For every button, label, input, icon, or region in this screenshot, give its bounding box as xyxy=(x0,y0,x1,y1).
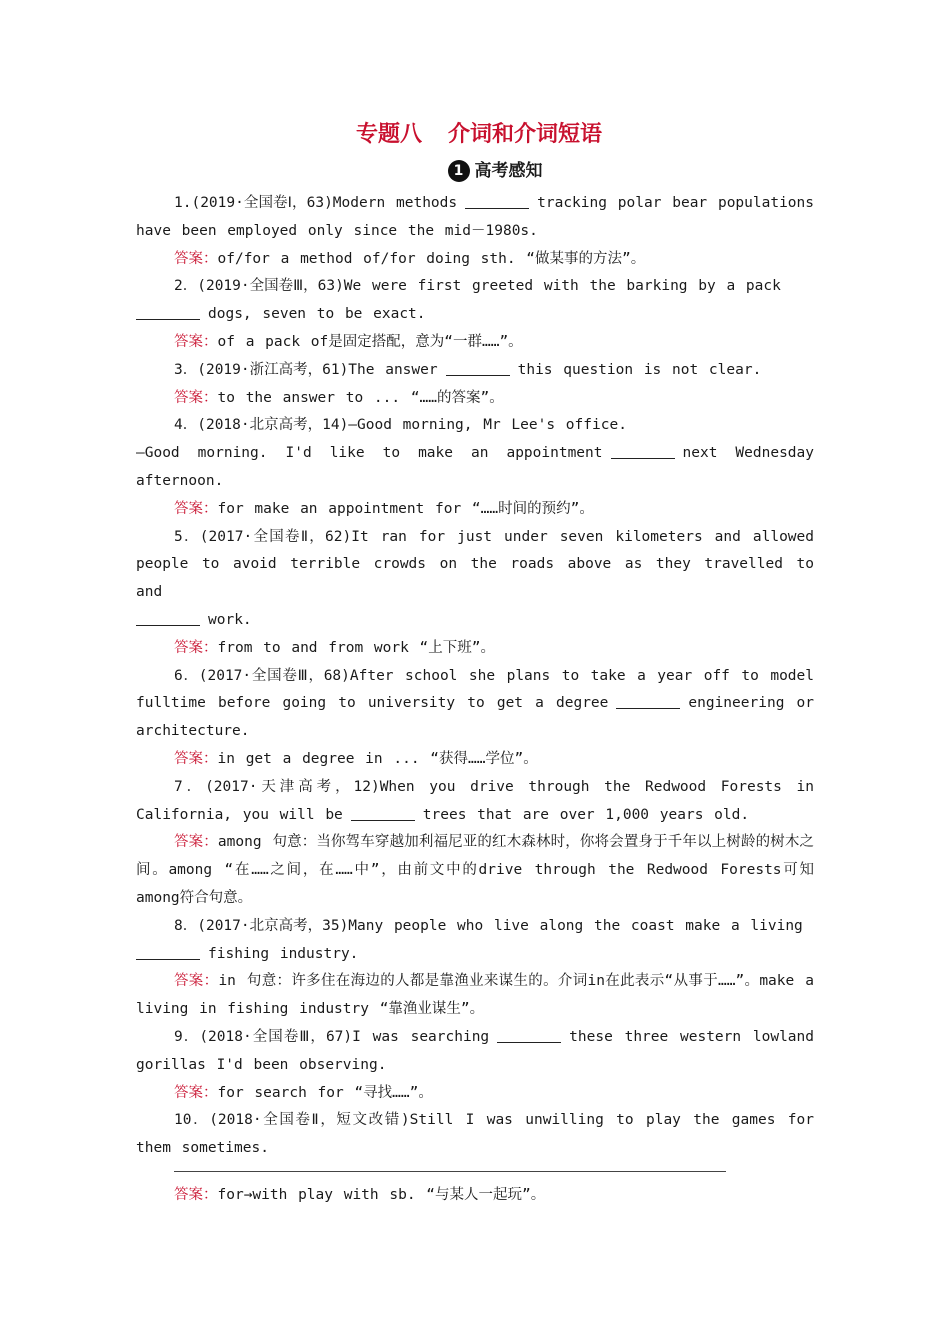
question-2: 2．(2019·全国卷Ⅲ，63)We were first greeted with the barking by a pack dogs, seven to be exact. xyxy=(136,273,814,329)
answer-blank xyxy=(497,1028,561,1043)
section-heading xyxy=(176,152,814,190)
answer-10: 答案：for→with play with sb. “与某人一起玩”。 xyxy=(174,1186,546,1203)
answer-blank xyxy=(465,194,529,209)
title-subject: 介词和介词短语 xyxy=(448,122,603,147)
section-label: 高考感知 xyxy=(474,161,543,181)
section-number-badge: 1 xyxy=(448,160,470,182)
question-5: 5．(2017·全国卷Ⅱ，62)It ran for just under seven kilometers and allowed people to avoid terrible crowds on the roads above as they travelled to and work. xyxy=(136,528,814,628)
answer-blank xyxy=(136,305,200,320)
question-3: 3．(2019·浙江高考，61)The answer this question is not clear. xyxy=(174,361,762,378)
answer-1: 答案：of/for a method of/for doing sth. “做某事的方法”。 xyxy=(174,250,646,267)
answer-3: 答案：to the answer to ... “……的答案”。 xyxy=(174,389,504,406)
answer-blank xyxy=(616,694,680,709)
page-title xyxy=(144,118,814,152)
answer-4: 答案：for make an appointment for “……时间的预约”。 xyxy=(174,500,594,517)
answer-blank xyxy=(611,444,675,459)
answer-2: 答案：of a pack of是固定搭配，意为“一群……”。 xyxy=(174,333,523,350)
answer-blank xyxy=(136,945,200,960)
answer-line xyxy=(174,1171,726,1172)
question-7: 7．(2017·天津高考，12)When you drive through the Redwood Forests in California, you will be trees that are over 1,000 years old. xyxy=(136,778,814,823)
question-10: 10．(2018·全国卷Ⅱ，短文改错)Still I was unwilling to play the games for them sometimes. xyxy=(136,1112,814,1157)
answer-label: 答案： xyxy=(174,500,218,517)
answer-9: 答案：for search for “寻找……”。 xyxy=(174,1084,433,1101)
answer-label: 答案： xyxy=(174,750,218,767)
answer-blank xyxy=(446,361,510,376)
answer-blank xyxy=(136,611,200,626)
answer-label: 答案： xyxy=(174,1186,218,1203)
answer-7: 答案：among 句意：当你驾车穿越加利福尼亚的红木森林时，你将会置身于千年以上树龄的树木之间。among “在……之间，在……中”，由前文中的drive through the Redwood Forests可知among符合句意。 xyxy=(136,834,814,906)
answer-6: 答案：in get a degree in ... “获得……学位”。 xyxy=(174,750,538,767)
document-page xyxy=(136,118,814,1210)
question-4: 4．(2018·北京高考，14)—Good morning, Mr Lee's office. xyxy=(174,417,627,434)
question-1: 1.(2019·全国卷Ⅰ，63)Modern methods tracking polar bear populations have been employed only since the mid－1980s. xyxy=(136,195,814,239)
answer-label: 答案： xyxy=(174,250,218,267)
question-8: 8．(2017·北京高考，35)Many people who live along the coast make a living fishing industry. xyxy=(136,913,814,969)
answer-label: 答案： xyxy=(174,639,218,656)
answer-label: 答案： xyxy=(174,1084,218,1101)
answer-5: 答案：from to and from work “上下班”。 xyxy=(174,639,496,656)
answer-blank xyxy=(351,806,415,821)
question-4-dialog: —Good morning. I'd like to make an appointment next Wednesday afternoon. xyxy=(136,445,814,489)
question-6: 6．(2017·全国卷Ⅲ，68)After school she plans to take a year off to model fulltime before going to university to get a degree engineering or architecture. xyxy=(136,667,815,740)
question-9: 9．(2018·全国卷Ⅲ，67)I was searching these three western lowland gorillas I'd been observing. xyxy=(136,1028,815,1073)
answer-8: 答案：in 句意：许多住在海边的人都是靠渔业来谋生的。介词in在此表示“从事于……”。make a living in fishing industry “靠渔业谋生”。 xyxy=(136,973,815,1018)
answer-label: 答案： xyxy=(174,834,218,851)
answer-label: 答案： xyxy=(174,389,218,406)
answer-label: 答案： xyxy=(174,333,218,350)
title-topic: 专题八 xyxy=(355,122,422,147)
answer-label: 答案： xyxy=(174,973,219,990)
